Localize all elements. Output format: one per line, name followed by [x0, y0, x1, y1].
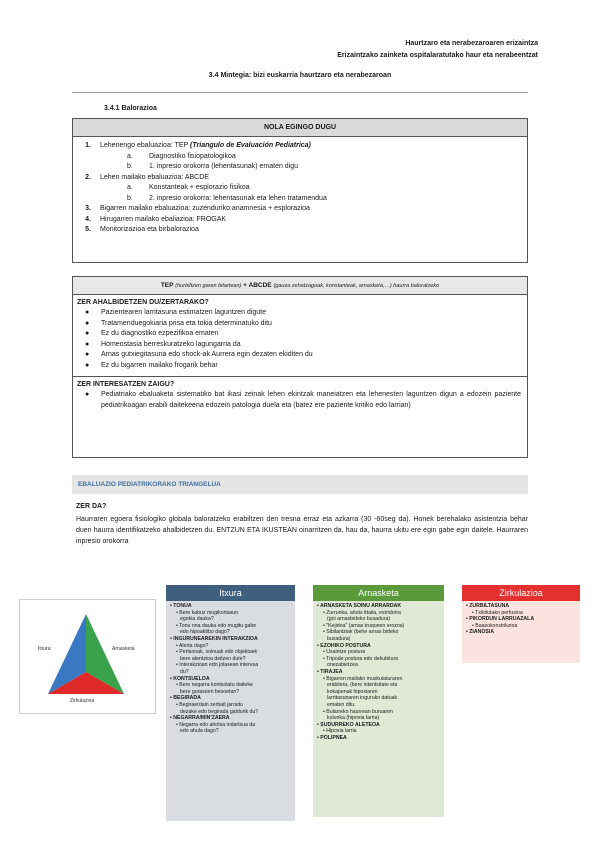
column-line: • Alerta dago? [176, 642, 209, 649]
list-item: ● Ez du diagnostiko ezpezifikoa ematen [85, 330, 219, 337]
zer-da-heading: ZER DA? [76, 503, 107, 510]
itxura-column [166, 585, 295, 821]
list-item: 3. Bigarren mailako ebaluazioa: zuzenduriko anamnesia + esplorazioa [85, 205, 310, 212]
column-line: • KONTSUELOA [170, 675, 210, 682]
section-band [72, 475, 528, 494]
column-line: • EZOHIKO POSTURA [317, 642, 371, 649]
procedure-list [73, 137, 527, 236]
column-line: edo hipoaktibo dago? [180, 629, 230, 636]
column-line: • BEGIRADA [170, 695, 201, 702]
question-heading: ZER AHALBIDETZEN DU/ZERTARAKO? [77, 299, 209, 306]
list-item: 2. Lehen mailako ebaluazioa: ABCDE [85, 173, 209, 181]
list-subitem: b. 2. inpresio orokorra: lehentasunak eta lehen tratamendua [127, 194, 327, 202]
bullet-list [73, 306, 527, 371]
tep-box-title: TEP (hurbiltzen garen bitartean) + ABCDE (gauza zehatzagoak, konstanteak, arnasketa,…) haurra baloratzeko [73, 277, 527, 295]
column-line: buxadura) [327, 635, 351, 642]
itxura-column-body [166, 601, 295, 737]
subsection-title: 3.4.1 Balorazioa [104, 105, 157, 112]
arnasketa-column-body [313, 601, 444, 743]
list-item: ● Ez du bigarren mailako frogarik behar [85, 361, 218, 369]
list-subitem: b. 1. inpresio orokorra (lehentasunak) ematen digu [127, 163, 299, 170]
column-line: ematen ditu. [327, 701, 356, 708]
column-line: • "Kejidoa" (arnas truqueen erozoa) [323, 622, 405, 629]
procedure-box [72, 118, 528, 263]
column-line: • Hipoxia larria [323, 728, 357, 735]
column-line: • Sibilantziak (behe arnas bideko [323, 629, 399, 636]
zirkulazioa-column-body [462, 601, 580, 638]
column-line: bere atentzioa deitzen dute? [180, 655, 246, 662]
column-line: • INGURUNEAREKIN INTERAKZIOA [170, 635, 258, 642]
zirkulazioa-column-title: Zirkulazioa [462, 585, 580, 601]
column-line: • Pertsonak, soinuak edo objektuek [176, 649, 258, 656]
column-line: • SUDURREKO ALETEOA [317, 721, 380, 728]
column-line: • Bere kabuz mugikortasun [176, 609, 239, 616]
header-line-1: Haurtzaro eta nerabezaroaren erizaintza [405, 40, 538, 47]
column-line: • Txikitutako perfusioa [472, 609, 523, 616]
column-line: • POLIPNEA [317, 734, 347, 741]
column-line: • Negarra edo ahotsa indartsua da [176, 721, 256, 728]
column-line: (goi arnasbideko buxadura) [327, 616, 391, 623]
list-item: ● Tratamenduegokiaria prisa eta tokia determinatuko ditu [85, 319, 272, 327]
question-heading: ZER INTERESATZEN ZAIGU? [77, 381, 175, 388]
column-line: • Begiraerdain zerbait jarraitu [176, 701, 243, 708]
column-line: • ARNASKETA SOINU ARRARDAK [317, 603, 402, 609]
column-line: • Bularreko haurrean buruaren [323, 708, 393, 715]
triangle-label-bottom: Zirkulazioa [70, 698, 95, 704]
triangle-label-right: Arnasketa [112, 646, 135, 652]
column-line: bere gurasoen besoetan? [180, 688, 240, 695]
itxura-column-title: Itxura [166, 585, 295, 601]
bullet-list [73, 388, 527, 411]
triangle-label-left: Itxura [38, 646, 51, 652]
list-subitem: a. Konstanteak + esplorazio fisikoa [127, 184, 250, 191]
column-line: • TIRAJEA [317, 668, 343, 675]
column-line: • Tonu ona dauka edo mugitu gabe [176, 622, 257, 629]
list-item: 5. Monitorizazioa eta birbalorazioa [85, 226, 199, 233]
column-line: • Bere negarra kontsolatu daiteke [176, 682, 253, 689]
header-line-2: Erizaintzako zainketa ospitalaratutako haur eta nerabeentzat [337, 52, 538, 59]
arnasketa-column-title: Arnasketa [313, 585, 444, 601]
triangle-graphic [20, 600, 155, 713]
column-line: • PIKORDUN LARRUAZALA [466, 616, 535, 623]
divider [72, 92, 528, 93]
column-line: kokapenak hipoxiaren [327, 688, 378, 695]
column-line: • Baasokonstrikzioa [472, 622, 518, 629]
column-line: onezabietzea [327, 662, 358, 669]
column-line: • ZURBILTASUNA [466, 603, 510, 609]
column-line: • Interakzioan edo jolasean interesa [176, 662, 259, 669]
column-line: • Zurrunka, ahots ittaila, estridorra [323, 609, 401, 616]
column-line: egokia dauka? [180, 616, 214, 623]
column-line: • Usaintze postura [323, 649, 366, 656]
column-line: larritasunaren inguruko datuak [327, 695, 398, 702]
zirkulazioa-column [462, 585, 580, 663]
arnasketa-column [313, 585, 444, 817]
column-line: edo ahula dago? [180, 728, 219, 735]
column-line: dezake edo begirada galdurik du? [180, 708, 259, 715]
tep-box [72, 276, 528, 458]
column-line: • Bigarren mailako muskulaturaren [323, 675, 403, 682]
list-item: 1. Lehenengo ebaluazioa: TEP (Triangulo de Evaluación Pediatrica) [85, 142, 311, 149]
column-line: du? [180, 668, 189, 675]
column-line: erabilera, (bere intentsitate eta [327, 682, 398, 689]
column-line: • Tripode postura edo dekubitura [323, 655, 399, 662]
column-line: kulunka (hipoxia larria) [327, 715, 380, 722]
list-item: ● Homeostasia berreskuratzeko lagungarria da [85, 340, 241, 348]
description-paragraph: Haurraren egoera fisiologiko globala baloratzeko erabiltzen den tresna erraz eta azkarra (30 -60seg da). Honek berehalako asistentzia behar duen haurra identifikatzeko ahalbidetzen du. ENTZUN ETA IKUSTEAN oinarritzen da, hau da, haurra ukitu ere egin gabe egin daitele. Haurraren inpresio orokorra [76, 516, 528, 545]
column-line: • TONUA [170, 603, 192, 609]
list-subitem: a. Diagnostiko fisiopatologikoa [127, 152, 236, 160]
section-title: 3.4 Mintegia: bizi euskarria haurtzaro eta nerabezaroan [208, 72, 392, 79]
list-item: ● Pediatriako ebaluaketa sistematiko bat ikasi zeinak lehen ekintzak maneiatzen eta lehenesten laguntzen digun a edozein paziente pediatrikoagan erabili daitekeena edozein patologia duela eta (batez ere paziente kritiko edo larrian) [85, 391, 521, 409]
list-item: ● Pazientearen larritasuna estimatzen laguntzen digute [85, 309, 266, 316]
column-line: • ZIANOSIA [466, 629, 495, 636]
triangle-figure [19, 599, 156, 714]
list-item: ● Arnas gutxiegitasuna edo shock-ak Aurrera egin dezaten ekiditen du [85, 351, 313, 358]
section-band-title: EBALUAZIO PEDIATRIKORAKO TRIANGELUA [78, 481, 221, 488]
procedure-box-title: NOLA EGINGO DUGU [73, 119, 527, 137]
column-line: • NEGARRA/MIN'ZAERA [170, 715, 230, 722]
list-item: 4. Hirugarren mailako ebaliazioa: FROGAK [85, 215, 227, 223]
